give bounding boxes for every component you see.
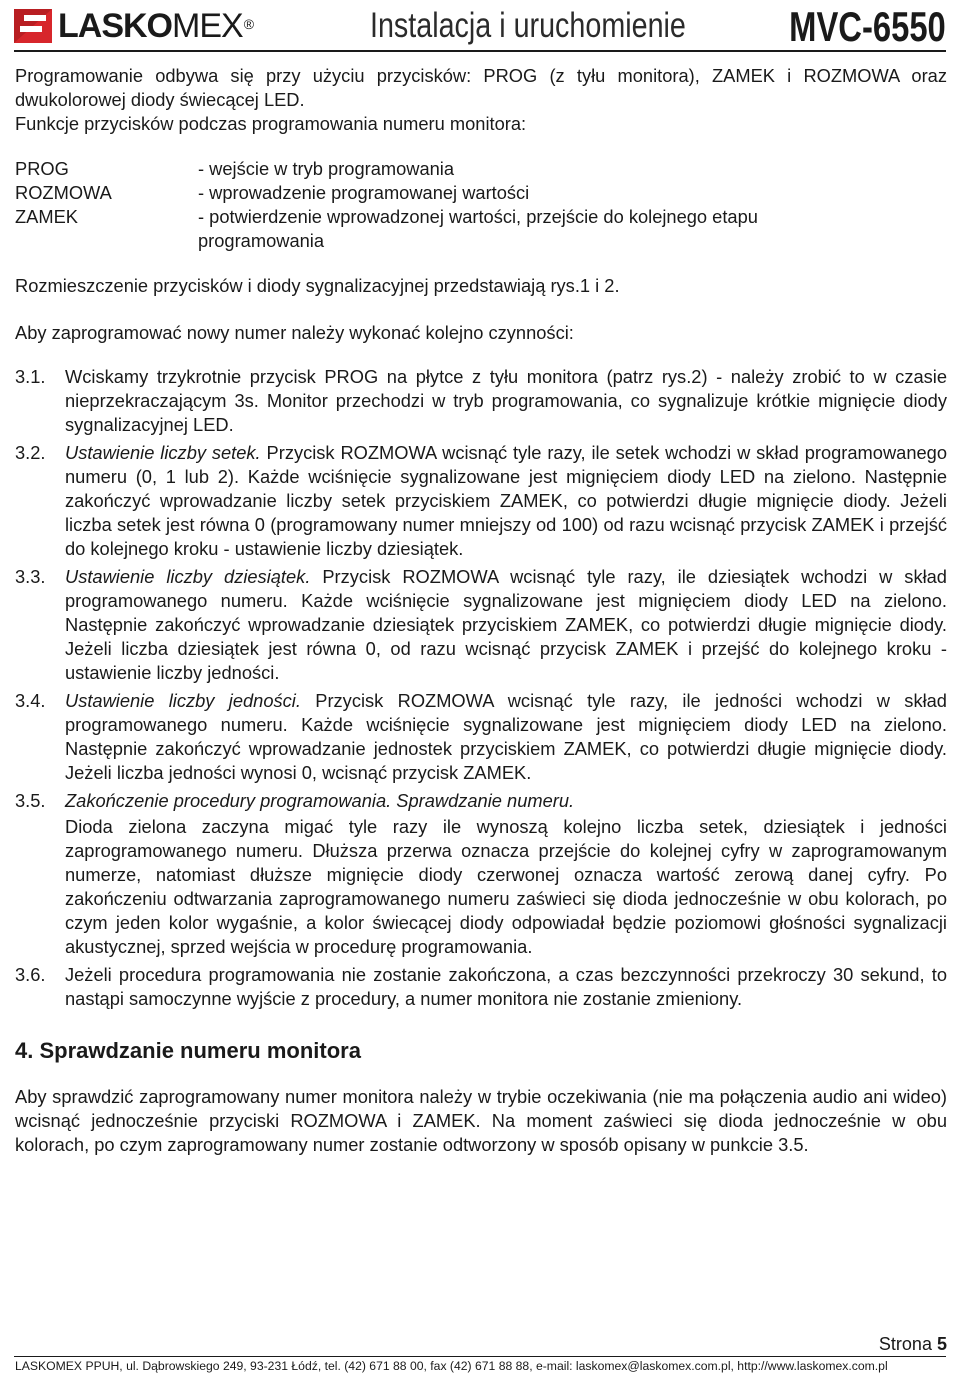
step-number: 3.5. [15,790,46,811]
document-body [15,64,947,1157]
step-text: Wciskamy trzykrotnie przycisk PROG na płytce z tyłu monitora (patrz rys.2) - należy zrobić to w czasie nieprzekraczającym 3s. Monitor przechodzi w tryb programowania, co sygnalizuje krótkie mignięcie diody sygnalizacyjnej LED. [65,366,947,435]
intro-paragraph: Programowanie odbywa się przy użyciu przycisków: PROG (z tyłu monitora), ZAMEK i ROZMOWA oraz dwukolorowej diody świecącej LED. [15,65,947,110]
step-number: 3.2. [15,442,46,463]
step-item [15,789,947,959]
brand-name: LASKOMEX® [58,7,254,45]
step-text: Ustawienie liczby jedności. Przycisk ROZMOWA wcisnąć tyle razy, ile jedności wchodzi w skład programowanego numeru. Każde wciśnięcie sygnalizowane jest mignięciem diody LED na zielono. Następnie zakończyć wprowadzanie jednostek przyciskiem ZAMEK, co potwierdzi długie mignięcie diody. Jeżeli liczba jedności wynosi 0, wcisnąć przycisk ZAMEK. [65,690,947,783]
laskomex-logo-icon [14,9,52,43]
howto-paragraph: Aby zaprogramować nowy numer należy wykonać kolejno czynności: [15,322,574,343]
function-desc: - wprowadzenie programowanej wartości [198,182,530,203]
step-text: Zakończenie procedury programowania. Sprawdzanie numeru. Dioda zielona zaczyna migać tyle razy ile wynoszą kolejno liczba setek, dziesiątek i jedności zaprogramowanego numeru. Dłuższa przerwa oznacza przejście do kolejnej cyfry w zaprogramowanym numerze, natomiast dłuższe mignięcie diody czerwonej oznacza wartość zerową danej cyfry. Po zakończeniu odtwarzania zaprogramowanego numeru zaświeci się dioda jednocześnie w obu kolorach, po czym jeden kolor wygaśnie, a kolor świecącej diody odpowiadał będzie poziomowi głośności sygnalizacji akustycznej, sprzed wejścia w procedurę programowania. [65,790,947,957]
model-number: MVC-6550 [789,3,946,50]
step-text: Jeżeli procedura programowania nie zostanie zakończona, a czas bezczynności przekroczy 30 sekund, to nastąpi samoczynne wyjście z procedury, a numer monitora nie zostanie zmieniony. [65,964,947,1009]
footer-contact: LASKOMEX PPUH, ul. Dąbrowskiego 249, 93-231 Łódź, tel. (42) 671 88 00, fax (42) 671 88 88, e-mail: laskomex@laskomex.com.pl, http://www.laskomex.com.pl [15,1359,888,1373]
header-divider [14,50,946,52]
step-text: Ustawienie liczby setek. Przycisk ROZMOWA wcisnąć tyle razy, ile setek wchodzi w skład programowanego numeru (0, 1 lub 2). Każde wciśnięcie sygnalizowane jest mignięciem diody LED na zielono. Następnie zakończyć wprowadzanie liczby setek przyciskiem ZAMEK, co potwierdzi długie mignięcie diody. Jeżeli liczba setek jest równa 0 (programowany numer mniejszy od 100) od razu wcisnąć przycisk ZAMEK i przejść do kolejnego kroku - ustawienie liczby dziesiątek. [65,442,947,559]
step-number: 3.4. [15,690,46,711]
step-item [15,365,947,437]
step-number: 3.3. [15,566,46,587]
step-item [15,689,947,785]
function-desc: - wejście w tryb programowania [198,158,455,179]
brand-logo [14,9,253,43]
functions-heading: Funkcje przycisków podczas programowania numeru monitora: [15,113,527,134]
step-item [15,963,947,1011]
button-functions-list [15,157,947,253]
function-row [15,157,947,181]
page-number: Strona 5 [878,1334,947,1354]
function-key: ROZMOWA [15,182,112,203]
page-header [14,3,946,50]
section-heading: 4. Sprawdzanie numeru monitora [15,1038,361,1063]
step-subparagraph: Dioda zielona zaczyna migać tyle razy ile wynoszą kolejno liczba setek, dziesiątek i jedności zaprogramowanego numeru. Dłuższa przerwa oznacza przejście do kolejnej cyfry w zaprogramowanym numerze, natomiast dłuższe mignięcie diody czerwonej oznacza wartość zerową danej cyfry. Po zakończeniu odtwarzania zaprogramowanego numeru zaświeci się dioda jednocześnie w obu kolorach, po czym jeden kolor wygaśnie, a kolor świecącej diody odpowiadał będzie poziomowi głośności sygnalizacji akustycznej, sprzed wejścia w procedurę programowania. [65,816,947,957]
layout-note: Rozmieszczenie przycisków i diody sygnalizacyjnej przedstawiają rys.1 i 2. [15,275,620,296]
function-key: PROG [15,158,69,179]
step-number: 3.1. [15,366,46,387]
step-item [15,565,947,685]
step-text: Ustawienie liczby dziesiątek. Przycisk ROZMOWA wcisnąć tyle razy, ile dziesiątek wchodzi w skład programowanego numeru. Każde wciśnięcie sygnalizowane jest mignięciem diody LED na zielono. Następnie zakończyć wprowadzanie dziesiątek przyciskiem ZAMEK, co potwierdzi długie mignięcie diody. Jeżeli liczba dziesiątek jest równa 0, od razu wcisnąć przycisk ZAMEK i przejść do kolejnego kroku - ustawienie liczby jedności. [65,566,947,683]
step-item [15,441,947,561]
steps-list [15,365,947,1011]
function-desc: - potwierdzenie wprowadzonej wartości, przejście do kolejnego etapu programowania [198,206,758,251]
section-paragraph: Aby sprawdzić zaprogramowany numer monitora należy w trybie oczekiwania (nie ma połączenia audio ani wideo) wcisnąć jednocześnie przyciski ROZMOWA i ZAMEK. Na moment zaświeci się dioda jednocześnie w obu kolorach, po czym zaprogramowany numer zostanie odtworzony w sposób opisany w punkcie 3.5. [15,1086,947,1155]
step-number: 3.6. [15,964,46,985]
document-title: Instalacja i uruchomienie [370,6,686,45]
function-row [15,181,947,205]
function-row [15,205,947,253]
footer-divider [14,1356,946,1357]
function-key: ZAMEK [15,206,78,227]
